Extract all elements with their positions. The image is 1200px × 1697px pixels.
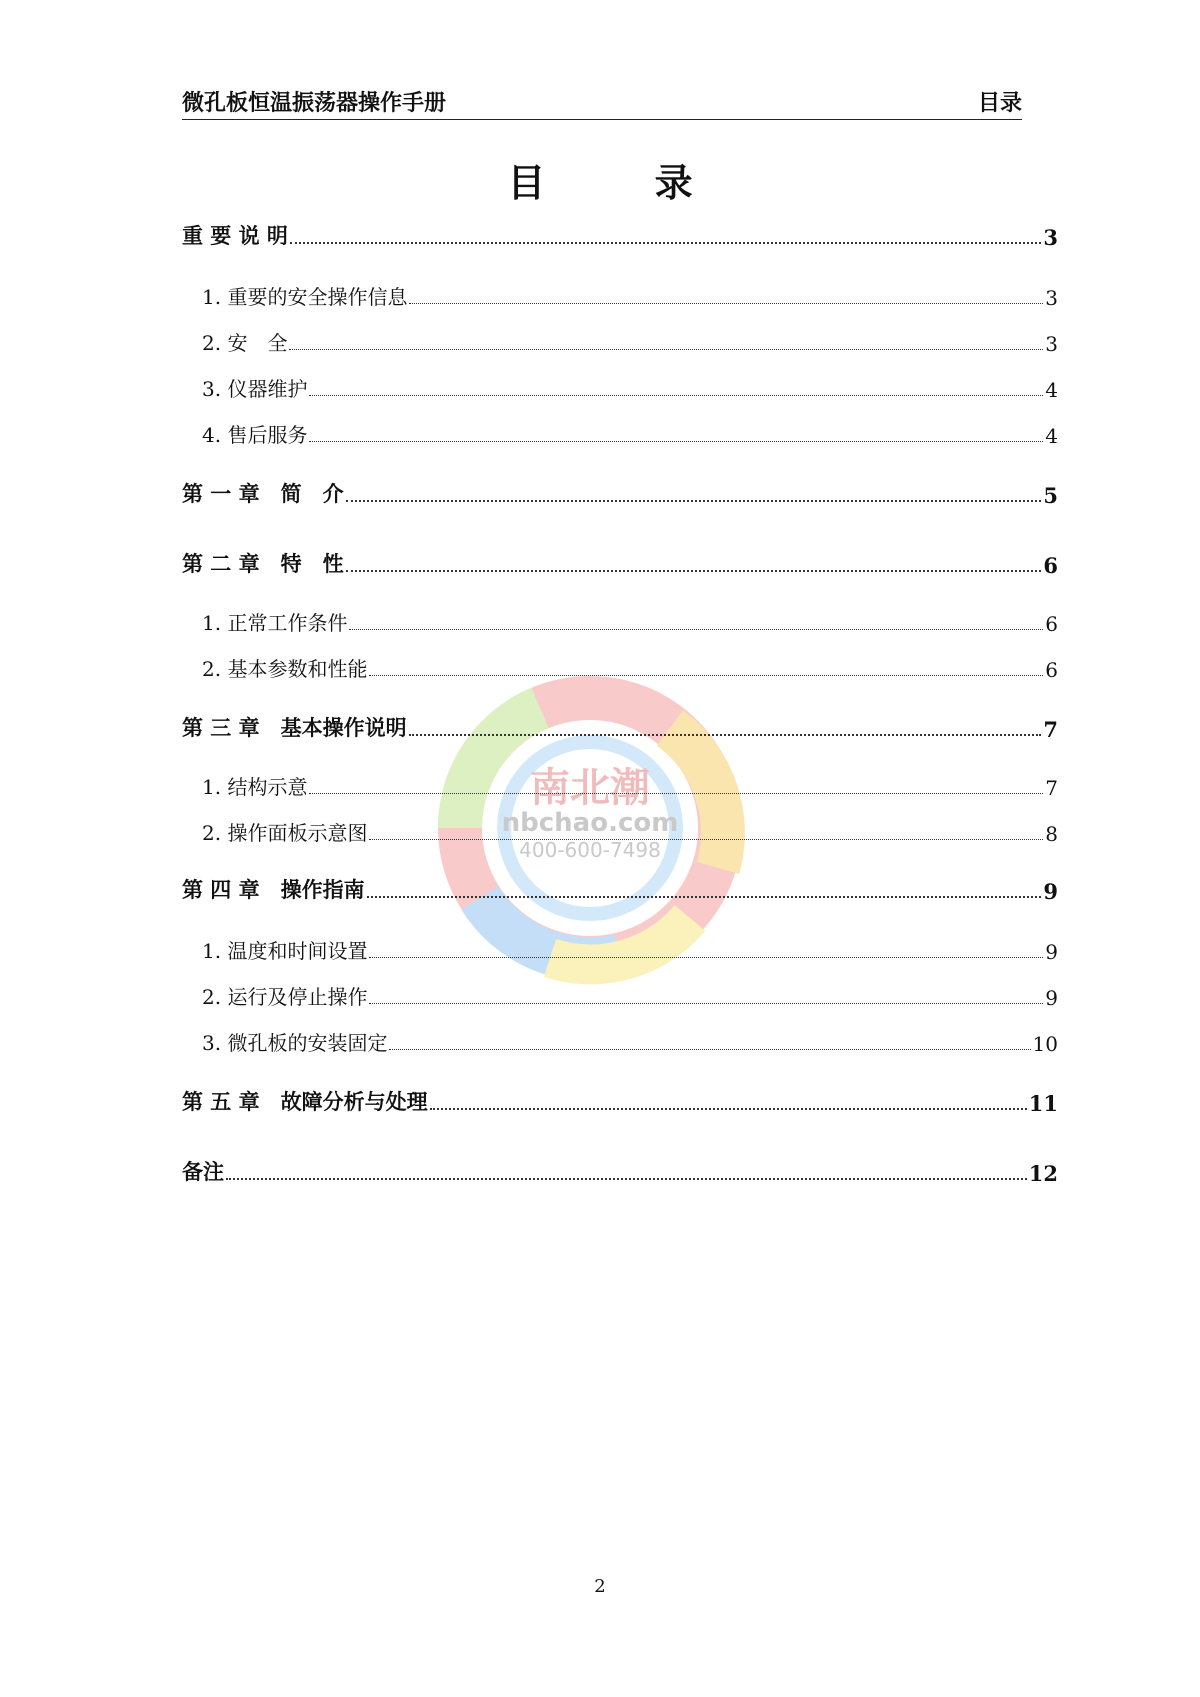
toc-section-entry[interactable] — [182, 604, 1058, 636]
toc-section-entry[interactable] — [182, 324, 1058, 356]
toc-leader-dots — [289, 349, 1043, 350]
toc-section-entry[interactable] — [182, 278, 1058, 310]
toc-leader-dots — [409, 303, 1043, 304]
toc-chapter-entry[interactable] — [182, 1084, 1058, 1116]
toc-leader-dots — [309, 395, 1043, 396]
watermark-site: nbchao.com — [501, 808, 679, 838]
toc-section-entry[interactable] — [182, 814, 1058, 846]
toc-leader-dots — [349, 629, 1043, 630]
watermark-phone: 400-600-7498 — [519, 838, 661, 862]
toc-entry-page: 10 — [1032, 1032, 1058, 1056]
toc-entry-label: 1. 结构示意 — [202, 775, 308, 799]
toc-entry-label: 1. 重要的安全操作信息 — [202, 285, 408, 309]
toc-entry-page: 4 — [1045, 378, 1058, 402]
toc-section-entry[interactable] — [182, 978, 1058, 1010]
toc-entry-label: 1. 正常工作条件 — [202, 611, 348, 635]
toc-entry-label: 1. 温度和时间设置 — [202, 939, 368, 963]
toc-entry-label: 4. 售后服务 — [202, 423, 308, 447]
toc-chapter-entry[interactable] — [182, 710, 1058, 742]
toc-entry-page: 6 — [1045, 658, 1058, 682]
toc-entry-page: 3 — [1043, 225, 1058, 250]
page-header — [182, 82, 1022, 120]
toc-entry-label: 备注 — [182, 1159, 224, 1184]
toc-entry-page: 3 — [1045, 286, 1058, 310]
toc-entry-label: 2. 操作面板示意图 — [202, 821, 368, 845]
toc-leader-dots — [309, 441, 1043, 442]
toc-entry-label: 第 四 章 操作指南 — [182, 877, 365, 902]
toc-leader-dots — [309, 793, 1043, 794]
toc-entry-page: 11 — [1028, 1091, 1058, 1116]
toc-entry-label: 第 五 章 故障分析与处理 — [182, 1089, 428, 1114]
toc-section-entry[interactable] — [182, 650, 1058, 682]
toc-section-entry[interactable] — [182, 932, 1058, 964]
toc-title-char-2: 录 — [654, 160, 693, 205]
page-number: 2 — [594, 1576, 606, 1597]
toc-chapter-entry[interactable] — [182, 872, 1058, 904]
toc-section-entry[interactable] — [182, 1024, 1058, 1056]
toc-chapter-entry[interactable] — [182, 546, 1058, 578]
watermark-brand: 南北潮 — [530, 765, 650, 811]
toc-chapter-entry[interactable] — [182, 1154, 1058, 1186]
toc-leader-dots — [369, 839, 1043, 840]
toc-entry-page: 5 — [1043, 483, 1058, 508]
toc-leader-dots — [226, 1178, 1027, 1180]
toc-entry-page: 7 — [1043, 717, 1058, 742]
toc-title-char-1: 目 — [507, 160, 546, 205]
toc-entry-label: 3. 微孔板的安装固定 — [202, 1031, 388, 1055]
toc-entry-page: 3 — [1045, 332, 1058, 356]
toc-section-entry[interactable] — [182, 370, 1058, 402]
toc-entry-page: 8 — [1045, 822, 1058, 846]
toc-entry-page: 7 — [1045, 776, 1058, 800]
toc-leader-dots — [409, 734, 1042, 736]
toc-section-entry[interactable] — [182, 416, 1058, 448]
toc-entry-label: 2. 运行及停止操作 — [202, 985, 368, 1009]
toc-entry-page: 9 — [1043, 879, 1058, 904]
header-title: 微孔板恒温振荡器操作手册 — [182, 90, 447, 116]
header-section: 目录 — [977, 90, 1022, 116]
toc-entry-label: 2. 基本参数和性能 — [202, 657, 368, 681]
toc-entry-label: 2. 安 全 — [202, 331, 288, 355]
toc-title — [0, 152, 1200, 207]
toc-leader-dots — [290, 242, 1041, 244]
toc-entry-page: 12 — [1028, 1161, 1058, 1186]
toc-entry-label: 第 一 章 简 介 — [182, 481, 344, 506]
toc-chapter-entry[interactable] — [182, 218, 1058, 250]
toc-entry-page: 6 — [1045, 612, 1058, 636]
toc-entry-page: 9 — [1045, 986, 1058, 1010]
toc-entry-page: 9 — [1045, 940, 1058, 964]
toc-entry-label: 重 要 说 明 — [182, 223, 288, 248]
toc-leader-dots — [369, 957, 1043, 958]
toc-chapter-entry[interactable] — [182, 476, 1058, 508]
toc-leader-dots — [346, 570, 1042, 572]
toc-entry-label: 第 三 章 基本操作说明 — [182, 715, 407, 740]
toc-leader-dots — [369, 675, 1043, 676]
toc-entry-label: 第 二 章 特 性 — [182, 551, 344, 576]
toc-leader-dots — [346, 500, 1042, 502]
toc-entry-label: 3. 仪器维护 — [202, 377, 308, 401]
toc-entry-page: 4 — [1045, 424, 1058, 448]
toc-leader-dots — [430, 1108, 1027, 1110]
toc-leader-dots — [389, 1049, 1030, 1050]
toc-section-entry[interactable] — [182, 768, 1058, 800]
toc-leader-dots — [369, 1003, 1043, 1004]
toc-entry-page: 6 — [1043, 553, 1058, 578]
toc-leader-dots — [367, 896, 1042, 898]
